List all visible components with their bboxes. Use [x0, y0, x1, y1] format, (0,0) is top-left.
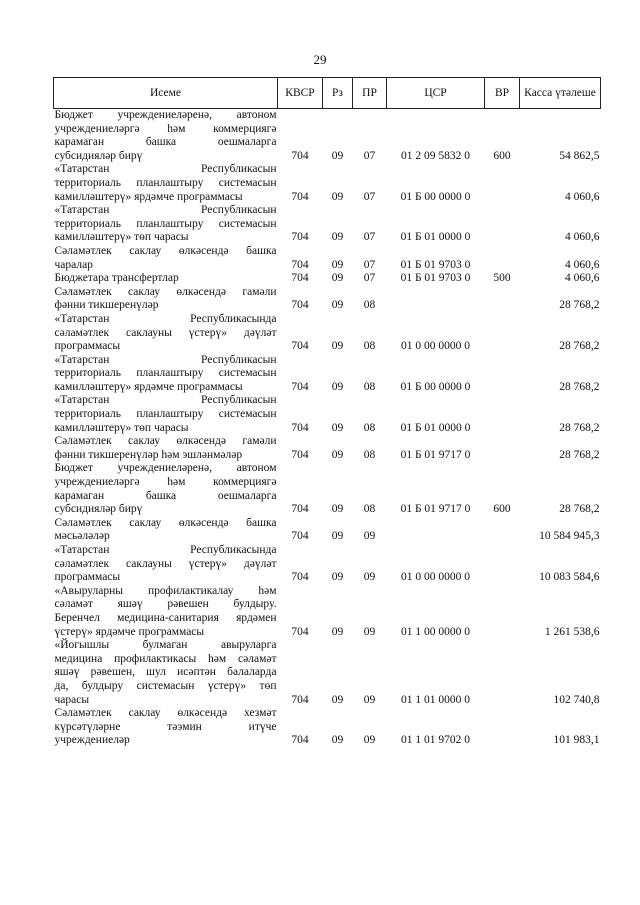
header-vr: ВР	[485, 78, 520, 109]
row-kvsr: 704	[291, 571, 309, 584]
row-name-line: сәламәт яшәү рәвешен булдыру.	[54, 598, 277, 611]
row-amount: 28 768,2	[559, 299, 600, 312]
row-csr: 01 Б 00 0000 0	[400, 190, 471, 203]
row-name-line: Сәламәтлек саклау өлкәсендә хезмәт	[54, 707, 277, 720]
row-name-line: «Татарстан Республикасын	[54, 204, 277, 217]
row-vr	[485, 313, 520, 354]
row-amount: 28 768,2	[559, 421, 600, 434]
row-name	[54, 272, 278, 286]
row-name-line: Бюджетара трансфертлар	[54, 272, 179, 285]
row-pr: 09	[363, 734, 376, 747]
row-name-line: «Татарстан Республикасын	[54, 353, 277, 366]
row-amount: 28 768,2	[559, 503, 600, 516]
row-amount: 10 584 945,3	[539, 530, 600, 543]
row-rz: 09	[331, 448, 344, 461]
table-row	[54, 272, 601, 286]
row-rz: 09	[331, 734, 344, 747]
row-amount: 28 768,2	[559, 340, 600, 353]
row-name-line: территориаль планлаштыру системасын	[54, 176, 277, 189]
row-rz: 09	[331, 299, 344, 312]
table-row	[54, 585, 601, 639]
row-kvsr: 704	[291, 258, 309, 271]
row-pr: 09	[363, 571, 376, 584]
row-name-line: чаралар	[54, 258, 93, 271]
row-name-line: сәламәтлек саклауны үстерү» дәүләт	[54, 557, 277, 570]
row-name-line: территориаль планлаштыру системасын	[54, 367, 277, 380]
row-csr: 01 Б 01 0000 0	[400, 421, 471, 434]
row-name-line: учреждениеләр	[54, 734, 130, 747]
row-vr	[485, 394, 520, 435]
table-row	[54, 544, 601, 585]
row-rz: 09	[331, 421, 344, 434]
row-kvsr: 704	[291, 272, 309, 285]
row-csr: 01 Б 01 9717 0	[400, 503, 471, 516]
row-name	[54, 435, 278, 462]
row-name	[54, 707, 278, 748]
row-csr: 01 Б 01 9703 0	[400, 258, 471, 271]
row-name-line: камилләштерү» ярдәмче программасы	[54, 380, 243, 393]
row-pr: 09	[363, 530, 376, 543]
row-vr	[485, 544, 520, 585]
row-name-line: карамаган башка оешмаларга	[54, 489, 277, 502]
row-csr: 01 0 00 0000 0	[401, 340, 470, 353]
table-row	[54, 394, 601, 435]
row-name	[54, 109, 278, 164]
row-amount: 54 862,5	[559, 149, 600, 162]
row-kvsr: 704	[291, 503, 309, 516]
row-amount: 28 768,2	[559, 380, 600, 393]
row-name	[54, 245, 278, 272]
row-vr	[485, 517, 520, 544]
row-name-line: Бюджет учреждениеләренә, автоном	[54, 109, 277, 121]
table-row	[54, 163, 601, 204]
row-pr: 09	[363, 625, 376, 638]
row-pr: 07	[363, 258, 376, 271]
table-row	[54, 462, 601, 516]
budget-table	[53, 77, 601, 748]
row-rz: 09	[331, 272, 344, 285]
row-name-line: үстерү» ярдәмче программасы	[54, 625, 205, 638]
table-body	[54, 109, 601, 748]
row-kvsr: 704	[291, 299, 309, 312]
row-rz: 09	[331, 340, 344, 353]
row-amount: 102 740,8	[553, 693, 600, 706]
table-row	[54, 286, 601, 313]
row-csr: 01 Б 01 9717 0	[400, 448, 471, 461]
row-pr: 08	[363, 340, 376, 353]
row-kvsr: 704	[291, 734, 309, 747]
row-name	[54, 354, 278, 395]
row-pr: 07	[363, 190, 376, 203]
row-name-line: сәламәтлек саклауны үстерү» дәүләт	[54, 326, 277, 339]
row-csr	[387, 286, 485, 313]
row-name-line: фәнни тикшеренүләр	[54, 299, 159, 312]
row-pr: 08	[363, 448, 376, 461]
row-amount: 28 768,2	[559, 448, 600, 461]
row-name-line: камилләштерү» төп чарасы	[54, 231, 189, 244]
table-header	[54, 78, 601, 109]
row-kvsr: 704	[291, 448, 309, 461]
row-rz: 09	[331, 190, 344, 203]
row-name-line: яшәү рәвешен, шул исәптән балаларда	[54, 666, 277, 679]
row-csr: 01 0 00 0000 0	[401, 571, 470, 584]
row-name-line: Сәламәтлек саклау өлкәсендә гамәли	[54, 285, 277, 298]
row-rz: 09	[331, 625, 344, 638]
row-kvsr: 704	[291, 231, 309, 244]
header-csr: ЦСР	[387, 78, 485, 109]
row-name-line: «Татарстан Республикасында	[54, 312, 277, 325]
row-name	[54, 313, 278, 354]
row-name-line: программасы	[54, 571, 121, 584]
table-row	[54, 245, 601, 272]
row-rz: 09	[331, 149, 344, 162]
row-name-line: да, булдыру системасын үстерү» төп	[54, 679, 277, 692]
row-name-line: Бюджет учреждениеләренә, автоном	[54, 462, 277, 475]
row-name-line: карамаган башка оешмаларга	[54, 136, 277, 149]
row-vr	[485, 163, 520, 204]
table-row	[54, 435, 601, 462]
row-rz: 09	[331, 693, 344, 706]
row-vr: 600	[493, 503, 511, 516]
row-vr	[485, 639, 520, 707]
row-name	[54, 394, 278, 435]
row-amount: 4 060,6	[565, 231, 600, 244]
row-name	[54, 462, 278, 516]
row-pr: 08	[363, 380, 376, 393]
row-name-line: «Йогышлы булмаган авыруларга	[54, 639, 277, 652]
header-name: Исеме	[54, 78, 278, 109]
row-vr	[485, 245, 520, 272]
header-pr: ПР	[353, 78, 387, 109]
row-name-line: камилләштерү» ярдәмче программасы	[54, 190, 243, 203]
row-name-line: Сәламәтлек саклау өлкәсендә гамәли	[54, 435, 277, 448]
row-name-line: күрсәтүләрне тәэмин итүче	[54, 720, 277, 733]
row-name-line: Сәламәтлек саклау өлкәсендә башка	[54, 244, 277, 257]
row-name-line: «Татарстан Республикасын	[54, 394, 277, 407]
row-csr: 01 Б 01 0000 0	[400, 231, 471, 244]
row-csr: 01 1 01 9702 0	[401, 734, 470, 747]
row-vr	[485, 435, 520, 462]
row-csr	[387, 517, 485, 544]
row-csr: 01 1 00 0000 0	[401, 625, 470, 638]
row-name-line: «Татарстан Республикасында	[54, 544, 277, 556]
row-pr: 09	[363, 693, 376, 706]
row-name-line: «Авыруларны профилактикалау һәм	[54, 584, 277, 597]
row-rz: 09	[331, 503, 344, 516]
row-name	[54, 639, 278, 707]
row-vr	[485, 707, 520, 748]
row-name	[54, 517, 278, 544]
row-name-line: программасы	[54, 340, 121, 353]
row-kvsr: 704	[291, 530, 309, 543]
row-csr: 01 Б 00 0000 0	[400, 380, 471, 393]
row-rz: 09	[331, 530, 344, 543]
row-pr: 08	[363, 299, 376, 312]
row-amount: 10 083 584,6	[539, 571, 600, 584]
row-amount: 4 060,6	[565, 258, 600, 271]
row-kvsr: 704	[291, 421, 309, 434]
header-kvsr: КВСР	[278, 78, 323, 109]
row-kvsr: 704	[291, 340, 309, 353]
row-vr	[485, 286, 520, 313]
row-name	[54, 163, 278, 204]
row-name-line: Беренчел медицина-санитария ярдәмен	[54, 611, 277, 624]
row-vr	[485, 354, 520, 395]
row-amount: 4 060,6	[565, 190, 600, 203]
row-kvsr: 704	[291, 693, 309, 706]
row-kvsr: 704	[291, 380, 309, 393]
row-csr: 01 1 01 0000 0	[401, 693, 470, 706]
row-pr: 08	[363, 503, 376, 516]
row-name	[54, 204, 278, 245]
row-name-line: учреждениеләргә һәм коммерциягә	[54, 476, 277, 489]
row-name	[54, 286, 278, 313]
row-vr	[485, 204, 520, 245]
row-rz: 09	[331, 258, 344, 271]
page-number: 29	[313, 52, 327, 67]
row-name-line: территориаль планлаштыру системасын	[54, 217, 277, 230]
row-name-line: учреждениеләргә һәм коммерциягә	[54, 122, 277, 135]
header-kassa: Касса үтәлеше	[520, 78, 601, 109]
row-name-line: фәнни тикшеренүләр һәм эшләнмәләр	[54, 448, 243, 461]
row-csr: 01 2 09 5832 0	[401, 149, 470, 162]
row-name-line: медицина профилактикасы һәм сәламәт	[54, 652, 277, 665]
table-row	[54, 313, 601, 354]
row-csr: 01 Б 01 9703 0	[400, 272, 471, 285]
row-vr: 600	[493, 149, 511, 162]
row-name-line: субсидияләр бирү	[54, 503, 143, 516]
row-rz: 09	[331, 571, 344, 584]
row-rz: 09	[331, 380, 344, 393]
row-amount: 4 060,6	[565, 272, 600, 285]
row-pr: 07	[363, 272, 376, 285]
row-amount: 1 261 538,6	[544, 625, 600, 638]
row-pr: 07	[363, 149, 376, 162]
row-vr: 500	[493, 272, 511, 285]
row-rz: 09	[331, 231, 344, 244]
row-kvsr: 704	[291, 190, 309, 203]
header-rz: Рз	[323, 78, 353, 109]
table-row	[54, 109, 601, 164]
row-pr: 07	[363, 231, 376, 244]
row-name-line: Сәламәтлек саклау өлкәсендә башка	[54, 516, 277, 529]
row-name-line: камилләштерү» төп чарасы	[54, 421, 189, 434]
row-name	[54, 544, 278, 585]
row-name-line: чарасы	[54, 693, 90, 706]
row-vr	[485, 585, 520, 639]
row-name-line: субсидияләр бирү	[54, 149, 143, 162]
row-name	[54, 585, 278, 639]
row-name-line: мәсьәләләр	[54, 530, 110, 543]
row-amount: 101 983,1	[553, 734, 600, 747]
table-row	[54, 517, 601, 544]
table-row	[54, 707, 601, 748]
row-kvsr: 704	[291, 625, 309, 638]
table-row	[54, 204, 601, 245]
table-row	[54, 354, 601, 395]
row-name-line: «Татарстан Республикасын	[54, 163, 277, 176]
row-name-line: территориаль планлаштыру системасын	[54, 408, 277, 421]
row-kvsr: 704	[291, 149, 309, 162]
row-pr: 08	[363, 421, 376, 434]
table-row	[54, 639, 601, 707]
